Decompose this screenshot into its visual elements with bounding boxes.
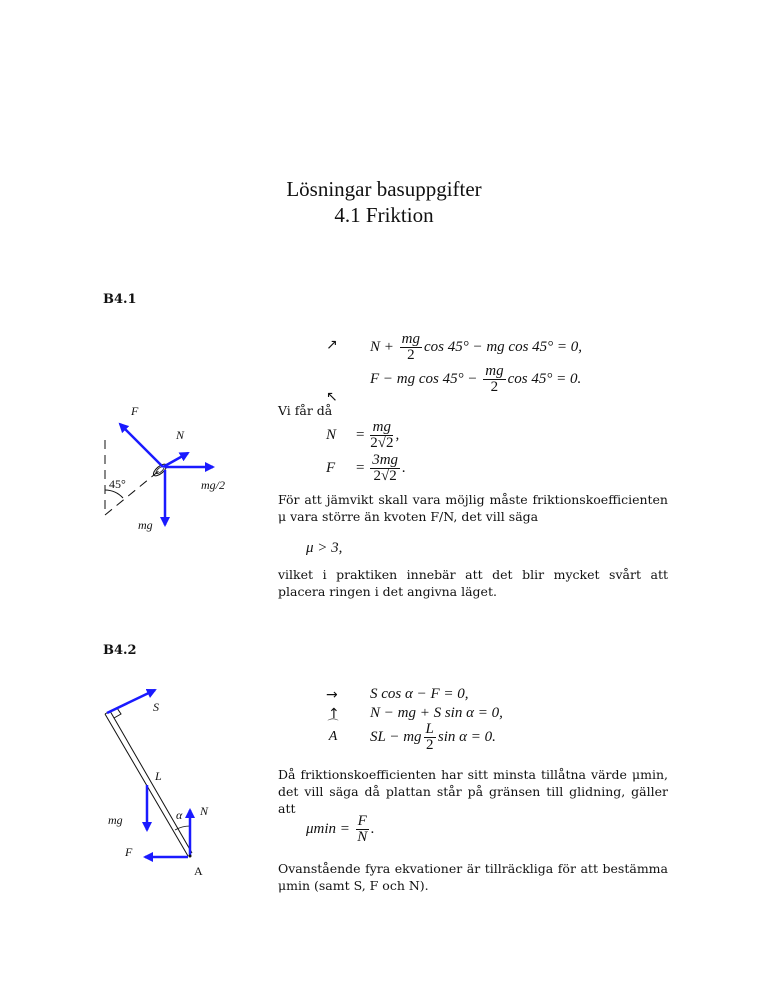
label-n: N xyxy=(176,428,185,442)
force-arrow-s xyxy=(107,690,155,713)
fraction-num: F xyxy=(357,813,367,829)
label-mg2: mg/2 xyxy=(201,478,225,492)
paragraph-b42-1: Då friktionskoefficienten har sitt minsta tillåtna värde μmin, det vill säga då plattan står på gränsen till glidning, gäller att xyxy=(278,767,668,816)
eq-part: N + xyxy=(370,338,398,355)
fraction-num: 3mg xyxy=(372,452,399,468)
text-vi-far-da: Vi får då xyxy=(278,403,333,418)
eq-part: cos 45° − mg cos 45° = 0, xyxy=(423,338,583,355)
eq-part: sin α = 0. xyxy=(437,728,496,745)
equation-b42-1: S cos α − F = 0, xyxy=(370,686,469,702)
fraction-num: mg xyxy=(401,331,420,347)
paragraph-b42-2: Ovanstående fyra ekvationer är tillräckliga för att bestämma μmin (samt S, F och N). xyxy=(278,861,668,893)
result-tail: . xyxy=(402,459,406,476)
direction-arrow-ne: ↗ xyxy=(326,337,338,353)
label-s: S xyxy=(153,700,159,714)
page-subtitle: 4.1 Friktion xyxy=(334,203,434,227)
label-alpha: α xyxy=(176,808,183,822)
fraction-num: mg xyxy=(370,420,393,436)
equation-b42-2: N − mg + S sin α = 0, xyxy=(370,705,503,721)
eq-part: cos 45° = 0. xyxy=(507,370,582,387)
mu-tail: . xyxy=(370,820,375,837)
eq-part: F − mg cos 45° − xyxy=(370,370,482,387)
result-lhs: F xyxy=(326,459,336,476)
label-l: L xyxy=(155,769,162,783)
paragraph-b41-1: För att jämvikt skall vara möjlig måste friktionskoefficienten μ vara större än kvoten F/N, det vill säga xyxy=(278,492,668,524)
moment-arc-icon: ⌒ xyxy=(327,718,339,731)
section-heading-b41: B4.1 xyxy=(103,292,137,307)
label-angle: 45° xyxy=(109,477,126,491)
result-f: F = $\frac{3mg}{2√2}$ . xyxy=(326,452,406,484)
label-n-b42: N xyxy=(200,804,209,818)
moment-point: A xyxy=(328,729,338,744)
label-mg: mg xyxy=(138,518,153,532)
mu-lhs: μmin = xyxy=(306,820,354,837)
paragraph-b41-2: vilket i praktiken innebär att det blir mycket svårt att placera ringen i det angivna läget. xyxy=(278,567,668,599)
fraction-num: L xyxy=(425,721,434,737)
point-a xyxy=(189,855,192,858)
fraction-num: mg xyxy=(485,363,504,379)
label-mg-b42: mg xyxy=(108,813,123,827)
fraction-den: 2√2 xyxy=(373,468,397,484)
fraction-den: 2 xyxy=(425,737,434,753)
label-a: A xyxy=(194,864,203,878)
label-f-b42: F xyxy=(125,845,133,859)
fraction-den: 2 xyxy=(490,379,499,395)
direction-arrow-nw: ↖ xyxy=(326,389,338,405)
plate-edge-right xyxy=(110,711,192,853)
fraction-den: N xyxy=(357,829,368,845)
direction-right: → xyxy=(326,687,338,703)
section-heading-b42: B4.2 xyxy=(103,643,137,658)
label-f: F xyxy=(131,404,139,418)
fraction-den: 2 xyxy=(407,347,415,363)
page-title: Lösningar basuppgifter xyxy=(286,177,482,201)
condition-mu: μ > 3, xyxy=(306,540,343,556)
eq-part: SL − mg xyxy=(370,728,422,745)
result-tail: , xyxy=(395,426,400,443)
fraction-den: 2√2 xyxy=(370,435,394,451)
direction-up: ↑ xyxy=(328,706,340,722)
result-n: N = $\frac{mg}{2√2}$ , xyxy=(326,419,400,451)
result-lhs: N xyxy=(326,426,337,443)
